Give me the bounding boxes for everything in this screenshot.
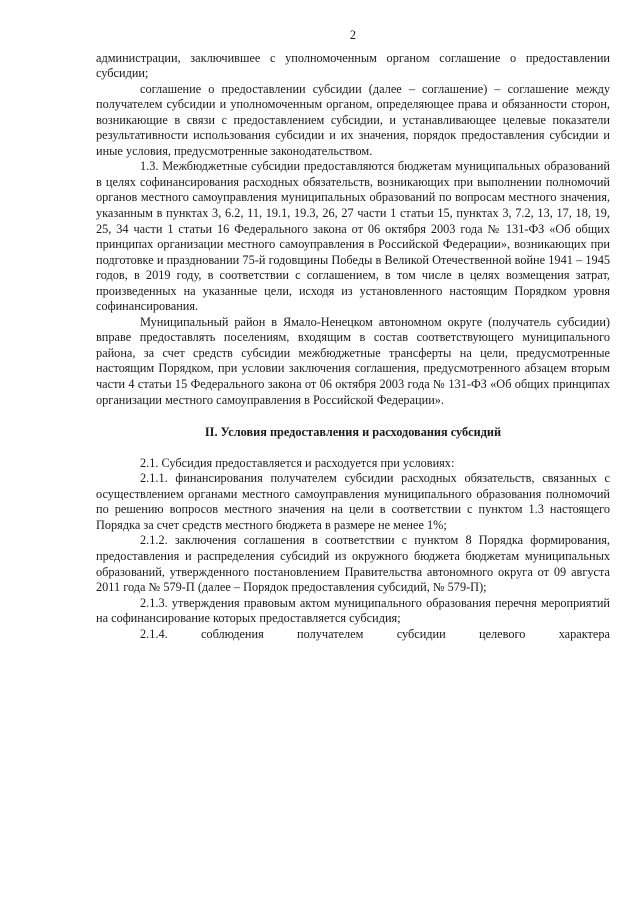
paragraph-2-1-4: 2.1.4. соблюдения получателем субсидии целевого характера bbox=[140, 626, 610, 641]
paragraph-1-3: 1.3. Межбюджетные субсидии предоставляются бюджетам муниципальных образований в целях софинансирования расходных обязательств, возникающих при выполнении полномочий органов местного самоуправления муниципальных образований по вопросам местного значения, указанным в пунктах 3, 6.2, 11, 19.1, 19.3, 26, 27 части 1 статьи 15, пунктах 3, 7.2, 13, 17, 18, 19, 25, 34 части 1 статьи 16 Федерального закона от 06 октября 2003 года № 131-ФЗ «Об общих принципах организации местного самоуправления в Российской Федерации», возникающих при подготовке и праздновании 75-й годовщины Победы в Великой Отечественной войне 1941 – 1945 годов, в 2019 году, в соответствии с соглашением, в том числе в целях возмещения затрат, произведенных на указанные цели, исходя из установленного настоящим Порядком уровня софинансирования. bbox=[96, 159, 610, 314]
paragraph-municipal-district: Муниципальный район в Ямало-Ненецком автономном округе (получатель субсидии) вправе предоставлять поселениям, входящим в состав соответствующего муниципального района, за счет средств субсидии межбюджетные трансферты на цели, предусмотренные настоящим Порядком, при условии заключения соглашения, предусмотренного абзацем вторым части 4 статьи 15 Федерального закона от 06 октября 2003 года № 131-ФЗ «Об общих принципах организации местного самоуправления в Российской Федерации». bbox=[96, 314, 610, 407]
paragraph-2-1: 2.1. Субсидия предоставляется и расходуется при условиях: bbox=[140, 455, 455, 470]
section-heading: II. Условия предоставления и расходования субсидий bbox=[204, 425, 502, 440]
top-paragraphs bbox=[96, 51, 610, 409]
page-number: 2 bbox=[349, 28, 357, 42]
paragraph-2-1-3: 2.1.3. утверждения правовым актом муниципального образования перечня мероприятий на софинансирование которых предоставляется субсидия; bbox=[96, 595, 610, 626]
paragraph-agreement-definition: соглашение о предоставлении субсидии (далее – соглашение) – соглашение между получателем субсидии и уполномоченным органом, определяющее права и обязанности сторон, возникающие в связи с предоставлением субсидии, и устанавливающее целевые показатели результативности использования субсидии и их значения, порядок предоставления субсидии и иные условия, предусмотренные законодательством. bbox=[96, 81, 610, 158]
bottom-paragraphs bbox=[96, 456, 610, 643]
paragraph-2-1-1: 2.1.1. финансирования получателем субсидии расходных обязательств, связанных с осуществлением органами местного самоуправления муниципального образования полномочий по решению вопросов местного значения на цели в соответствии с пунктом 1.3 настоящего Порядка за счет средств местного бюджета в размере не менее 1%; bbox=[96, 471, 610, 532]
paragraph-2-1-2: 2.1.2. заключения соглашения в соответствии с пунктом 8 Порядка формирования, предоставления и распределения субсидий из окружного бюджета бюджетам муниципальных образований, утвержденного постановлением Правительства автономного округа от 09 августа 2011 года № 579-П (далее – Порядок предоставления субсидий, № 579-П); bbox=[96, 533, 610, 595]
paragraph-administration: администрации, заключившее с уполномоченным органом соглашение о предоставлении субсидии; bbox=[96, 50, 610, 81]
